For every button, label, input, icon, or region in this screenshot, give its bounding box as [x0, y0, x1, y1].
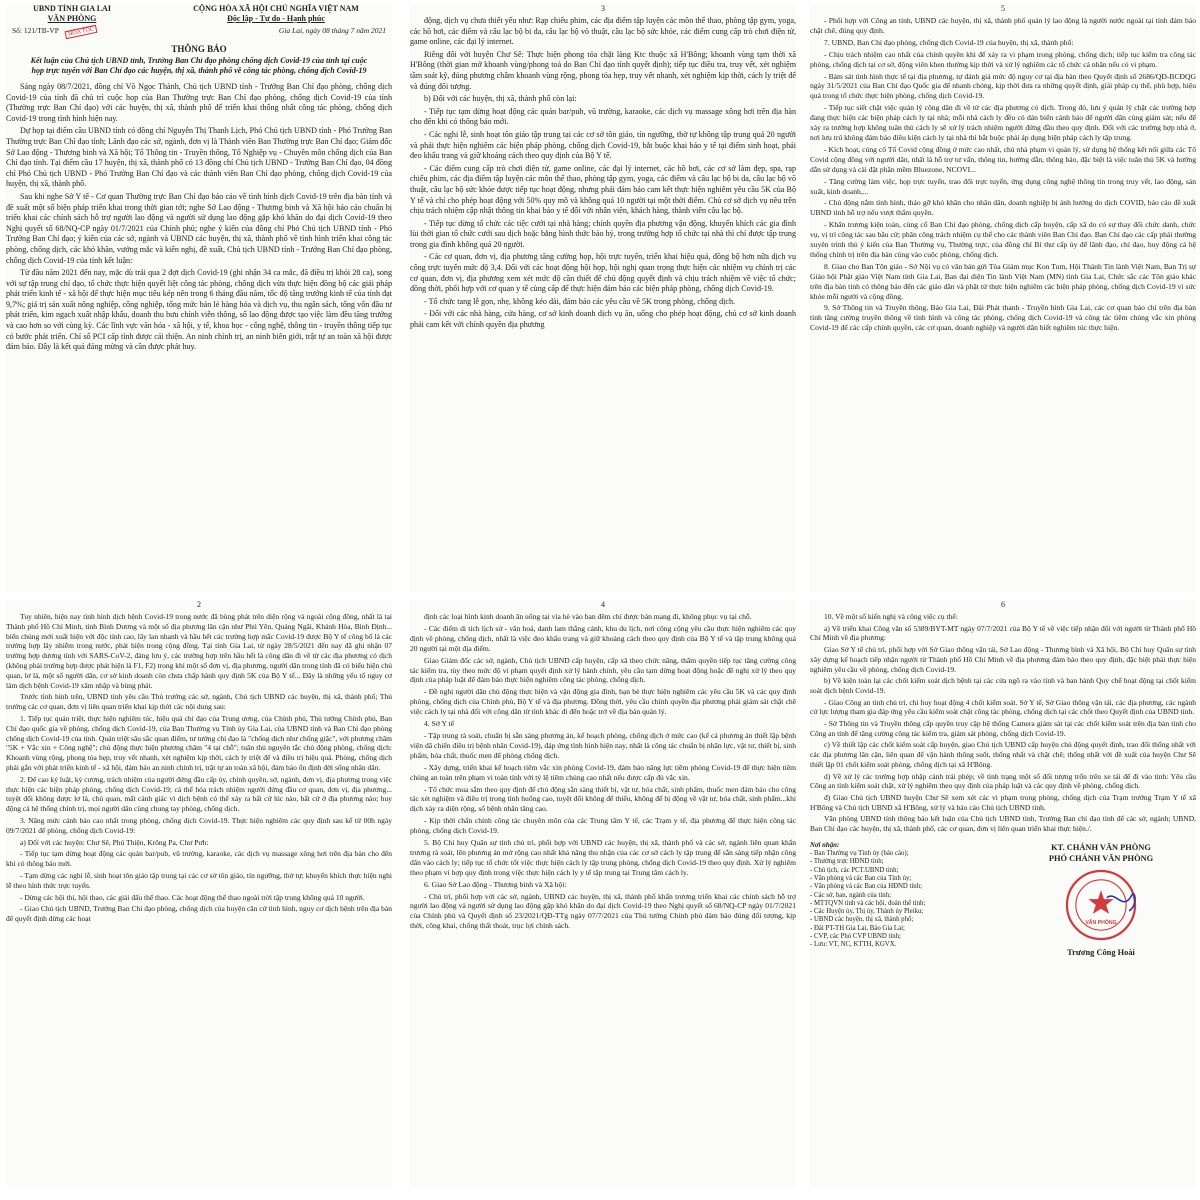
paragraph: - Các nghi lễ, sinh hoạt tôn giáo tập trung tại các cơ sở tôn giáo, tín ngưỡng, thờ tự không tập trung quá 20 người và phải thực hiện nghiêm các biện pháp phòng, chống dịch Covid-19, bắt buộc khai báo y tế tại điểm sinh hoạt, phải đeo khẩu trang và giữ khoảng cách theo quy định của Bộ Y tế.	[410, 129, 796, 161]
signature-block	[810, 842, 1196, 958]
paragraph: - Khẩn trương kiện toàn, củng cố Ban Chỉ đạo phòng, chống dịch cấp huyện, cấp xã do có sự thay đổi chức danh, chức vụ, vị trí công tác sau bầu cử; phân công trách nhiệm cụ thể cho các thành viên Ban Chỉ đạo. Ban Chỉ đạo các cấp phải thường xuyên trình thủ ý kiến của Ban Thường vụ, Thường trực, của đồng chí Bí thư cấp ủy để lãnh đạo, chỉ đạo, huy động cả hệ thống chính trị trên địa bàn cùng vào cuộc phòng, chống dịch.	[810, 220, 1196, 259]
paragraph: - Bám sát tình hình thực tế tại địa phương, tự đánh giá mức độ nguy cơ tại địa bàn theo Quyết định số 2686/QĐ-BCĐQG ngày 31/5/2021 của Ban Chỉ đạo Quốc gia để nhanh chóng, kịp thời đưa ra những quyết định, giải pháp cụ thể, phù hợp, hiệu quả trong tổ chức thực hiện phòng, chống dịch Covid-19.	[810, 71, 1196, 101]
paragraph: - Tập trung rà soát, chuẩn bị sẵn sàng phương án, kế hoạch phòng, chống dịch ở mức cao (kể cả phương án thiết lập bệnh viện dã chiến điều trị bệnh nhân Covid-19), đáp ứng tình hình hiện nay, nhất là công tác chuẩn bị nhân lực, vật tư, thiết bị, sinh phẩm, hóa chất, thuốc men để phòng chống dịch.	[410, 730, 796, 760]
paragraph: 5. Bộ Chỉ huy Quân sự tỉnh chủ trì, phối hợp với UBND các huyện, thị xã, thành phố và các sở, ngành liên quan khẩn trương rà soát, lên phương án mở rộng cao nhất khả năng thu nhận của các cơ sở cách ly tập trung để sẵn sàng tiếp nhận công dân vào cách ly; tiếp tục tổ chức tốt việc thực hiện cách ly tập trung phòng, chống dịch Covid-19 theo quy định. Xử lý nghiêm theo phạm vi hợp quy định trong việc thực hiện cách ly y tế tập trung tại Trung tâm cách ly.	[410, 838, 796, 877]
paragraph: 9. Sở Thông tin và Truyền thông, Báo Gia Lai, Đài Phát thanh - Truyền hình Gia Lai, các cơ quan báo chí trên địa bàn tỉnh tăng cường truyền thông về tình hình và công tác phòng, chống dịch Covid-19 và công tác tiêm chủng vắc xin phòng Covid-19 để các cấp chính quyền, các cơ quan, doanh nghiệp và người dân biết nghiêm túc thực hiện.	[810, 303, 1196, 333]
org-unit: VĂN PHÒNG	[47, 14, 97, 23]
recipient-item: - Ban Thường vụ Tỉnh ủy (báo cáo);	[810, 850, 909, 858]
paragraph: a) Về triển khai Công văn số 5389/BYT-MT ngày 07/7/2021 của Bộ Y tế về việc tiếp nhận đối với người từ Thành phố Hồ Chí Minh về địa phương:	[810, 623, 1196, 643]
paragraph: d) Về xử lý các trường hợp nhập cảnh trái phép; về tình trạng một số đối tượng trốn trên xe tải để đi vào tỉnh: Yêu cầu Công an tỉnh kiểm soát chặt, xử lý nghiêm theo quy định của pháp luật và các quy định về phòng, chống dịch.	[810, 771, 1196, 791]
document-page-3	[410, 4, 796, 592]
paragraph: 7. UBND, Ban Chỉ đạo phòng, chống dịch Covid-19 của huyện, thị xã, thành phố:	[824, 37, 1074, 47]
recipient-item: - Lưu: VT, NC, KTTH, KGVX.	[810, 941, 897, 949]
page-number: 5	[1001, 4, 1005, 13]
paragraph: Giao Giám đốc các sở, ngành, Chủ tịch UBND cấp huyện, cấp xã theo chức năng, thẩm quyền tiếp tục tăng cường công tác kiểm tra, tùy theo mức độ vi phạm quyết định xử lý hành chính, yêu cầu tạm dừng hoạt động hoặc đề nghị xử lý theo quy định của pháp luật để đảm bảo thực hiện nghiêm công tác phòng, chống dịch.	[410, 655, 796, 685]
paragraph: Riêng đối với huyện Chư Sê: Thực hiện phong tỏa chặt làng Ktc thuộc xã H'Bông; khoanh vùng tạm thời xã H'Bông (thời gian mở khoanh vùng/phong toả do Ban Chỉ đạo tỉnh quyết định); tiếp tục điều tra, truy vết, xét nghiệm tầm soát kỹ, đúng phương châm khoanh vùng rộng, phong tỏa hẹp, truy vết nhanh, xét nghiệm kịp thời, cách ly triệt để và đúng đối tượng.	[410, 49, 796, 91]
document-page-6	[810, 600, 1196, 1188]
issue-date: Gia Lai, ngày 08 tháng 7 năm 2021	[278, 26, 386, 35]
paragraph: - Giao Chủ tịch UBND, Trưởng Ban Chỉ đạo phòng, chống dịch của huyện căn cứ tình hình, nguy cơ dịch bệnh trên địa bàn để quyết định dừng các hoạt	[6, 904, 392, 924]
document-page-5	[810, 4, 1196, 592]
recipient-item: - CVP, các Phó CVP UBND tỉnh;	[810, 933, 901, 941]
page-body	[810, 612, 1196, 834]
document-page-4	[410, 600, 796, 1188]
paragraph: - Tiếp tục siết chặt việc quản lý công dân đi về từ các địa phương có dịch. Trong đó, lưu ý quản lý chặt các trường hợp đang thực hiện các biện pháp cách ly tại nhà; mỗi nhà cách ly đều có dán biển cảnh báo để người dân cùng giám sát; nếu để xảy ra trường hợp không tuân thủ cách ly sẽ xử lý trách nhiệm người đứng đầu theo quy định. Đối với các trường hợp nhà ở, nơi lưu trú không đảm bảo điều kiện cách ly tại nhà thì bắt buộc phải áp dụng biện pháp cách ly tập trung.	[810, 103, 1196, 142]
signer-name: Trương Công Hoài	[1067, 947, 1135, 957]
paragraph: - Kích hoạt, củng cố Tổ Covid cộng đồng ở mức cao nhất, chủ nhà phạm vi quản lý, sử dụng hệ thống kết nối giữa các Tổ Covid cộng đồng với người dân, nhất là hỗ trợ tư vấn, thông tin, hướng dẫn, thông báo, đặc biệt là việc tuân thủ 5K và hướng dẫn sử dụng và cài đặt phần mềm Bluezone, NCOVI...	[810, 144, 1196, 174]
paragraph: - Xây dựng, triển khai kế hoạch tiêm vắc xin phòng Covid-19, đảm bảo nâng lực tiêm phòng Covid-19 để thực hiện tiêm chủng an toàn trên phạm vi toàn tỉnh với tỷ lệ tiêm chủng cao nhất nếu được cấp đủ vắc xin.	[410, 762, 796, 782]
paragraph: đ) Giao Chủ tịch UBND huyện Chư Sê xem xét các vi phạm trong phòng, chống dịch của Trạm trưởng Trạm Y tế xã H'Bông và Chủ tịch UBND xã H'Bông, xử lý và báo cáo Chủ tịch UBND tỉnh.	[810, 792, 1196, 812]
document-page-2	[6, 600, 392, 1188]
paragraph: b) Đối với các huyện, thị xã, thành phố còn lại:	[424, 94, 577, 104]
paragraph: - Các cơ quan, đơn vị, địa phương tăng cường họp, hội trực tuyến, triển khai hiệu quả, đồng bộ hơn nữa dịch vụ công trực tuyến mức độ 3,4. Đối với các hoạt động hội họp, hội nghị quan trọng thực hiện các nhiệm vụ chính trị các cơ quan, đơn vị, địa phương xem xét mức độ cần thiết để chủ động quyết định và chịu trách nhiệm về việc tổ chức; đồng thời, phối hợp với cơ quan y tế cùng cấp để thực hiện đảm bảo các biện pháp phòng, chống dịch Covid-19.	[410, 252, 796, 294]
paragraph: - Giao Công an tỉnh chủ trì, chỉ huy hoạt động 4 chốt kiểm soát. Sở Y tế, Sở Giao thông vận tải, các địa phương, các ngành cử lực lượng tham gia đáp ứng yêu cầu kiểm soát chặt công tác phòng, chống dịch tại các chốt theo Quyết định của UBND tỉnh.	[810, 697, 1196, 717]
paragraph: - Đề nghị người dân chủ động thực hiện và vận động gia đình, bạn bè thực hiện nghiêm các yêu cầu 5K và các quy định phòng, chống dịch của Chính phủ, Bộ Y tế và địa phương. Đồng thời, yêu cầu chính quyền địa phương phải giám sát chặt chẽ việc cách ly tại nhà đối với công dân từ tỉnh khác đi đến hoặc trở về địa bàn quản lý.	[410, 687, 796, 717]
paragraph: Tuy nhiên, hiện nay tình hình dịch bệnh Covid-19 trong nước đã bùng phát trên diện rộng và ngoài cộng đồng, nhất là tại Thành phố Hồ Chí Minh, tỉnh Bình Dương và một số địa phương lân cận như Phú Yên, Quảng Ngãi, Khánh Hòa, Bình Định... biến chủng mới xuất hiện với độc tính cao, lây lan nhanh và hầu hết các trường hợp mắc Covid-19 được Bộ Y tế công bố là các trường hợp lây nhiễm trong nước, phát hiện trong cộng đồng. Tại tỉnh Gia Lai, từ ngày 28/5/2021 đến nay đã ghi nhận 07 trường hợp dương tính với SARS-CoV-2, đáng lưu ý, các trường hợp trên hầu hết là công dân đi về từ các địa phương có dịch (không phải trường hợp được phát hiện là F1, F2) trong khi một số đơn vị, địa phương, người dân trong tỉnh đã có biểu hiện chủ quan, lơ là, một số người dân, cơ sở kinh doanh còn chưa chấp hành quy định 5K của Bộ Y tế... Đây là những yếu tố nguy cơ làm dịch bệnh Covid-19 xâm nhập và bùng phát.	[6, 612, 392, 690]
paragraph: - Phối hợp với Công an tỉnh, UBND các huyện, thị xã, thành phố quản lý lao động là người nước ngoài tại tỉnh đảm bảo chặt chẽ, đúng quy định.	[810, 16, 1196, 35]
page-body	[6, 82, 392, 353]
svg-text:VĂN PHÒNG: VĂN PHÒNG	[1085, 920, 1117, 927]
page-body	[410, 612, 796, 931]
document-subtitle: Kết luận của Chủ tịch UBND tỉnh, Trưởng Ban Chỉ đạo phòng chống dịch Covid-19 của tỉnh tại cuộc họp trực tuyến với Ban Chỉ đạo các huyện, thị xã, thành phố về công tác phòng, chống dịch Covid-19	[30, 56, 368, 75]
paragraph: - Kịp thời chấn chỉnh công tác chuyên môn của các Trung tâm Y tế, các Trạm y tế, địa phương để thực hiện công tác phòng, chống dịch Covid-19.	[410, 816, 796, 836]
paragraph: - Sở Thông tin và Truyền thông cấp quyền truy cập hệ thống Camera giám sát tại các chốt kiểm soát trên địa bàn tỉnh cho Công an tỉnh để tăng cường công tác kiểm tra, giám sát phòng, chống dịch Covid-19.	[810, 719, 1196, 738]
paragraph: Dự họp tại điểm cầu UBND tỉnh có đồng chí Nguyễn Thị Thanh Lịch, Phó Chủ tịch UBND tỉnh - Phó Trưởng Ban Thường trực Ban Chỉ đạo tỉnh; Lãnh đạo các sở, ngành, đơn vị là Thành viên Ban Thường trực Ban Chỉ đạo; Giám đốc Sở Lao động - Thương binh và Xã hội; Tổ Thông tin - Truyền thông, Tổ Nghiệp vụ - Chuyên môn chống dịch của Ban Chỉ đạo tỉnh. Tại điểm cầu 17 huyện, thị xã, thành phố có 13 đồng chí Chủ tịch UBND - Trưởng Ban Chỉ đạo, 04 đồng chí Phó Chủ tịch UBND - Phó Trưởng Ban Chỉ đạo và các thành viên Ban Chỉ đạo phòng, chống dịch Covid-19 của huyện, thị xã, thành phố.	[6, 126, 392, 189]
paragraph: - Tăng cường làm việc, họp trực tuyến, trao đổi trực tuyến, ứng dụng công nghệ thông tin trong truy vết, lao động, sản xuất, kinh doanh,...	[810, 176, 1196, 196]
national-motto: Độc lập - Tự do - Hạnh phúc	[227, 14, 325, 23]
national-title: CỘNG HÒA XÃ HỘI CHỦ NGHĨA VIỆT NAM	[193, 4, 359, 13]
page-number: 6	[1001, 600, 1005, 609]
paragraph: - Các điểm di tích lịch sử - văn hoá, danh lam thắng cảnh, khu du lịch, nơi công cộng yêu cầu thực hiện nghiêm các quy định về phòng, chống dịch, nhất là việc đeo khẩu trang và giữ khoảng cách theo quy định của Bộ Y tế và tập trung không quá 20 người tại một địa điểm.	[410, 623, 796, 653]
recipient-item: - Văn phòng và các Ban của Tỉnh ủy;	[810, 874, 912, 882]
document-title: THÔNG BÁO	[171, 44, 227, 54]
paragraph: c) Về thiết lập các chốt kiểm soát cấp huyện, giao Chủ tịch UBND cấp huyện chủ động quyết định, trao đổi thống nhất với các địa phương lân cận, liên quan để vận hành thông suốt, thống nhất và chặt chẽ; thống nhất với đề xuất của huyện Chư Sê thiết lập 01 chốt kiểm soát phòng, chống dịch tại xã H'Bông.	[810, 740, 1196, 769]
recipient-item: - Các Huyện ủy, Thị ủy, Thành ủy Pleiku;	[810, 908, 924, 916]
recipients-heading: Nơi nhận:	[810, 841, 840, 849]
paragraph: - Đối với các nhà hàng, cửa hàng, cơ sở kinh doanh dịch vụ ăn, uống cho phép hoạt động, chủ cơ sở kinh doanh phải cam kết với chính quyền địa phương	[410, 309, 796, 330]
paragraph: Giao Sở Y tế chủ trì, phối hợp với Sở Giao thông vận tải, Sở Lao động - Thương binh và Xã hội, Bộ Chỉ huy Quân sự tỉnh xây dựng kế hoạch tiếp nhận người từ Thành phố Hồ Chí Minh về địa phương đảm bảo theo quy định, đặc biệt phải thực hiện nghiêm yêu cầu về phòng, chống dịch Covid-19.	[810, 645, 1196, 674]
recipient-item: - MTTQVN tỉnh và các hội, đoàn thể tỉnh;	[810, 899, 926, 907]
recipient-item: - Chủ tịch, các PCT.UBND tỉnh;	[810, 866, 899, 874]
document-page-1	[6, 4, 392, 592]
recipient-item: - Đài PT-TH Gia Lai, Báo Gia Lai;	[810, 924, 905, 932]
paragraph: Sau khi nghe Sở Y tế - Cơ quan Thường trực Ban Chỉ đạo báo cáo về tình hình dịch Covid-19 trên địa bàn tỉnh và đề xuất một số biện pháp triển khai trong thời gian tới; nghe Sở Lao động - Thương binh và Xã hội báo cáo chuẩn bị triển khai các chính sách hỗ trợ người lao động và người sử dụng lao động gặp khó khăn do đại dịch Covid-19 theo Nghị quyết số 68/NQ-CP ngày 01/7/2021 của Chính phủ; nghe ý kiến của đồng chí Phó Chủ tịch UBND tỉnh - Phó Trưởng Ban Chỉ đạo; ý kiến của các sở, ngành và UBND các huyện, thị xã, thành phố về tình hình triển khai công tác phòng, chống dịch, các khó khăn, vướng mắc và kiến nghị, đề xuất, Chủ tịch UBND tỉnh - Trưởng Ban Chỉ đạo phòng, chống dịch Covid-19 của tỉnh kết luận:	[6, 191, 392, 265]
paragraph: - Dừng các hội thi, hội thao, các giải đấu thể thao. Các hoạt động thể thao ngoài trời tập trung không quá 10 người.	[20, 892, 365, 902]
page-body	[410, 16, 796, 331]
recipient-item: - UBND các huyện, thị xã, thành phố;	[810, 916, 914, 924]
recipients-list	[810, 842, 995, 958]
official-seal-icon	[1064, 868, 1138, 942]
paragraph: 10. Về một số kiến nghị và công việc cụ thể:	[824, 612, 958, 621]
paragraph: 8. Giao cho Ban Tôn giáo - Sở Nội vụ có văn bản gửi Tòa Giám mục Kon Tum, Hội Thánh Tin lành Việt Nam, Ban Trị sự Giáo hội Phật giáo Việt Nam tỉnh Gia Lai, Ban đại diện Tin lành Việt Nam (MN) tỉnh Gia Lai, Chức sắc các Tôn giáo khác trên địa bàn tỉnh có thông báo đến các giáo dân và phật tử thực hiện nghiêm các biện pháp phòng, chống dịch Covid-19 vì sức khỏe mỗi người và cộng đồng.	[810, 261, 1196, 301]
paragraph: - Các điểm cung cấp trò chơi điện tử, game online, các đại lý internet, các hồ bơi, các cơ sở làm đẹp, spa, rạp chiếu phim, các địa điểm tập luyện các môn thể thao, phòng tập gym, yoga, các điểm và câu lạc bộ bi da, câu lạc bộ võ thuật, câu lạc bộ sức khỏe được tiếp tục hoạt động, nhưng phải đảm bảo cam kết thực hiện nghiêm yêu cầu 5K của Bộ Y tế và chỉ cho phép hoạt động với 50% quy mô và không quá 10 người tại một thời điểm. Chủ cơ sở dịch vụ nêu trên chịu trách nhiệm cập nhật thông tin khai báo y tế đối với nhân viên, khách hàng, thành viên câu lạc bộ.	[410, 163, 796, 216]
paragraph: - Tổ chức tang lễ gọn, nhẹ, không kéo dài, đảm bảo các yêu cầu về 5K trong phòng, chống dịch.	[424, 296, 736, 306]
paragraph: a) Đối với các huyện: Chư Sê, Phú Thiện, Krông Pa, Chư Pưh:	[20, 837, 209, 847]
paragraph: - Tiếp tục tạm dừng hoạt động các quán bar/pub, vũ trường, karaoke, các dịch vụ massage xông hơi trên địa bàn cho đến khi có thông báo mới.	[6, 849, 392, 869]
paragraph: b) Về kiện toàn lại các chốt kiểm soát dịch bệnh tại các cửa ngõ ra vào tỉnh và ban hành Quy chế hoạt động tại chốt kiểm soát dịch bệnh Covid-19.	[810, 676, 1196, 695]
paragraph: - Chịu trách nhiệm cao nhất của chính quyền khi để xảy ra vi phạm trong phòng, chống dịch; tiếp tục kiểm tra công tác phòng, chống dịch tại cơ sở, động viên khen thưởng kịp thời và xử lý nghiêm các tổ chức cá nhân nếu có vi phạm.	[810, 49, 1196, 69]
recipient-item: - Thường trực HĐND tỉnh;	[810, 858, 884, 866]
signer-title-2: PHÓ CHÁNH VĂN PHÒNG	[1048, 853, 1154, 863]
recipient-item: - Văn phòng và các Ban của HĐND tỉnh;	[810, 883, 922, 891]
page-body	[6, 612, 392, 924]
paragraph: Sáng ngày 08/7/2021, đồng chí Võ Ngọc Thành, Chủ tịch UBND tỉnh - Trưởng Ban Chỉ đạo phòng, chống dịch Covid-19 của tỉnh đã chủ trì cuộc họp của Ban Thường trực Ban Chỉ đạo phòng, chống dịch Covid-19 của tỉnh (Thường trực Ban Chỉ đạo) với các huyện, thị xã, thành phố để triển khai thống nhất công tác phòng, chống dịch Covid-19 trong tình hình hiện nay.	[6, 82, 392, 123]
paragraph: Văn phòng UBND tỉnh thông báo kết luận của Chủ tịch UBND tỉnh, Trưởng Ban chỉ đạo tỉnh để các sở, ngành; UBND, Ban Chỉ đạo các huyện, thị xã, thành phố, các cơ quan, đơn vị liên quan triển khai thực hiện./.	[810, 814, 1196, 834]
paragraph: động, dịch vụ chưa thiết yếu như: Rạp chiếu phim, các địa điểm tập luyện các môn thể thao, phòng tập gym, yoga, các hồ bơi, các điểm và câu lạc bộ bi da, câu lạc bộ võ thuật, câu lạc bộ sức khỏe, các điểm cung cấp trò chơi điện tử, game online, các đại lý internet.	[410, 16, 796, 47]
paragraph: - Chủ động nắm tình hình, tháo gỡ khó khăn cho nhân dân, doanh nghiệp bị ảnh hưởng do dịch COVID, báo cáo đề xuất UBND tỉnh hỗ trợ nếu vượt thẩm quyền.	[810, 198, 1196, 218]
paragraph: 6. Giao Sở Lao động - Thương binh và Xã hội:	[424, 879, 567, 889]
page-number: 2	[197, 600, 201, 609]
paragraph: - Tiếp tục tạm dừng hoạt động các quán bar/pub, vũ trường, karaoke, các dịch vụ massage xông hơi trên địa bàn cho đến khi có thông báo mới.	[410, 106, 796, 127]
page-number: 4	[601, 600, 605, 609]
document-number: Số: 121/TB-VP	[12, 26, 59, 35]
paragraph: 4. Sở Y tế	[424, 719, 455, 729]
page-body	[810, 16, 1196, 333]
org-name: UBND TỈNH GIA LAI	[33, 4, 111, 13]
paragraph: Trước tình hình trên, UBND tỉnh yêu cầu Thủ trưởng các sở, ngành, Chủ tịch UBND các huyện, thị xã, thành phố; Thủ trưởng các cơ quan, đơn vị liên quan triển khai kịp thời các nội dung sau:	[6, 692, 392, 712]
page-number: 3	[601, 4, 605, 13]
urgent-stamp: HỎA TỐC	[64, 25, 97, 39]
paragraph: - Tiếp tục dừng tổ chức các tiệc cưới tại nhà hàng; chính quyền địa phương vận động, khuyến khích các gia đình lùi thời gian tổ chức cưới sau dịch hoặc bằng hình thức báo hỷ, trong trường hợp tổ chức tại nhà thì chỉ được tập trung trong gia đình không quá 20 người.	[410, 218, 796, 249]
paragraph: 2. Để cao kỷ luật, kỷ cương, trách nhiệm của người đứng đầu cấp ủy, chính quyền, sở, ngành, đơn vị, địa phương trong việc thực hiện các biện pháp phòng, chống dịch Covid-19; cá thể hóa trách nhiệm người đứng đầu cơ quan, đơn vị, địa phương... tuyệt đối không được lơ là, chủ quan, mất cảnh giác vì dịch bệnh có thể xảy ra bất cứ lúc nào, bất cứ ở địa phương nào; huy động cả hệ thống chính trị, mọi người dân cùng chung tay phòng, chống dịch.	[6, 774, 392, 814]
paragraph: Từ đầu năm 2021 đến nay, mặc dù trải qua 2 đợt dịch Covid-19 (ghi nhận 34 ca mắc, đã điều trị khỏi 28 ca), song với sự tập trung chỉ đạo, tổ chức thực hiện quyết liệt công tác phòng, chống dịch vừa thực hiện đồng bộ các giải pháp phát triển kinh tế - xã hội để thực hiện mục tiêu kép nên trong 6 tháng đầu năm, tốc độ tăng trưởng kinh tế của tỉnh đạt 9,7%; giá trị sản xuất nông nghiệp, công nghiệp, tổng mức bán lẻ hàng hóa và dịch vụ, thu ngân sách, tổng vốn đầu tư phát triển, kim ngạch xuất nhập khẩu, doanh thu bưu chính viễn thông, số lao động được tạo việc làm đều tăng trưởng và cao hơn so với cùng kỳ. Các lĩnh vực văn hóa - xã hội, y tế, khoa học - công nghệ, thông tin - truyền thông tiếp tục có bước phát triển. Chỉ số PCI cấp tỉnh được cải thiện. An ninh chính trị, an ninh biên giới, trật tự an toàn xã hội được đảm bảo. Đây là kết quả đáng mừng và cần được phát huy.	[6, 268, 392, 352]
paragraph: - Chủ trì, phối hợp với các sở, ngành, UBND các huyện, thị xã, thành phố khẩn trương triển khai các chính sách hỗ trợ người lao động và người sử dụng lao động gặp khó khăn do đại dịch Covid-19 theo Nghị quyết số 68/NQ-CP ngày 01/7/2021 của Chính phủ và Quyết định số 23/2021/QĐ-TTg ngày 07/7/2021 của Thủ tướng Chính phủ đảm bảo đúng đối tượng, kịp thời, công khai, chống thất thoát, trục lợi chính sách.	[410, 891, 796, 931]
paragraph: 1. Tiếp tục quán triệt, thực hiện nghiêm túc, hiệu quả chỉ đạo của Trung ương, của Chính phủ, Thủ tướng Chính phủ, Ban Chỉ đạo quốc gia về phòng, chống dịch Covid-19, của Ban Thường vụ Tỉnh ủy Gia Lai, của UBND tỉnh và Ban Chỉ đạo phòng chống dịch Covid-19 của tỉnh. Quán triệt sâu sắc quan điểm, tư tưởng chỉ đạo là "chống dịch như chống giặc", với phương châm "5K + Vắc xin + Công nghệ"; chủ động thực hiện phương châm "4 tại chỗ"; tuân thủ nguyên tắc chủ động phòng, chống dịch: Khoanh vùng rộng, phong tỏa hẹp, truy vết nhanh, xét nghiệm kịp thời, cách ly triệt để và điều trị hiệu quả. Phòng, chống dịch phải gắn với phát triển kinh tế - xã hội, đảm bảo an ninh chính trị, trật tự an toàn xã hội, đảm bảo ổn định đời sống nhân dân.	[6, 713, 392, 772]
recipient-item: - Các sở, ban, ngành của tỉnh;	[810, 891, 891, 899]
signer-title-1: KT. CHÁNH VĂN PHÒNG	[1051, 842, 1151, 852]
paragraph: 3. Nâng mức cảnh báo cao nhất trong phòng, chống dịch Covid-19. Thực hiện nghiêm các quy định sau kể từ 00h ngày 09/7/2021 để phòng, chống dịch Covid-19:	[6, 815, 392, 835]
paragraph: - Tổ chức mua sắm theo quy định để chủ động sẵn sàng thiết bị, vật tư, hóa chất, sinh phẩm, thuốc men đảm bảo cho công tác xét nghiệm và điều trị trong tình huống cao, tuyệt đối không để thiếu, không để bị động về vật tư, hóa chất, sinh phẩm...khi dịch xảy ra diện rộng, số bệnh nhân tăng cao.	[410, 784, 796, 814]
signer	[1006, 842, 1196, 958]
paragraph: - Tạm dừng các nghi lễ, sinh hoạt tôn giáo tập trung tại các cơ sở tôn giáo, tín ngưỡng, thờ tự; khuyến khích thực hiện nghi lễ theo hình thức trực tuyến.	[6, 870, 392, 890]
letterhead	[6, 4, 392, 24]
paragraph: định các loại hình kinh doanh ăn uống tại vỉa hè vào ban đêm chỉ được bán mang đi, không phục vụ tại chỗ.	[424, 612, 752, 621]
